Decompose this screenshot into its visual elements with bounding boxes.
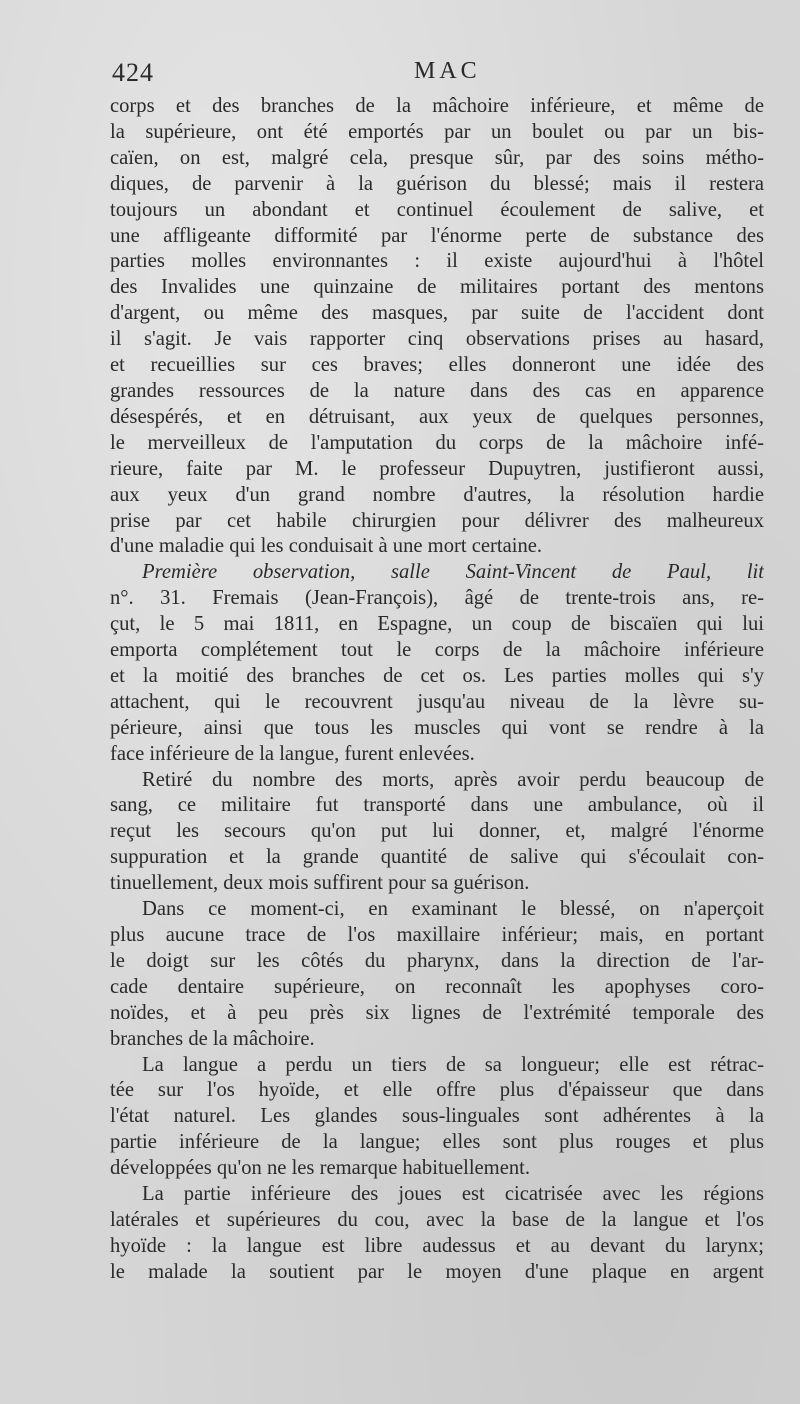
paragraph (110, 1053, 764, 1183)
text-line: çut, le 5 mai 1811, en Espagne, un coup de biscaïen qui lui (110, 613, 764, 636)
text-line: Retiré du nombre des morts, après avoir perdu beaucoup de (142, 768, 764, 791)
text-line: développées qu'on ne les remarque habituellement. (110, 1157, 531, 1180)
text-line: suppuration et la grande quantité de salive qui s'écoulait con- (110, 846, 764, 869)
paragraph (110, 1182, 764, 1286)
text-line: le doigt sur les côtés du pharynx, dans la direction de l'ar- (110, 949, 764, 972)
body-text (110, 94, 764, 1286)
text-line: branches de la mâchoire. (110, 1027, 315, 1050)
text-line: caïen, on est, malgré cela, presque sûr, par des soins métho- (110, 146, 764, 169)
text-line: partie inférieure de la langue; elles sont plus rouges et plus (110, 1131, 764, 1154)
text-line: l'état naturel. Les glandes sous-linguales sont adhérentes à la (110, 1105, 764, 1128)
text-line: désespérés, et en détruisant, aux yeux de quelques personnes, (110, 405, 764, 428)
text-line: et recueillies sur ces braves; elles donneront une idée des (110, 354, 764, 377)
running-head (112, 58, 760, 92)
running-title: MAC (414, 58, 481, 84)
text-line: plus aucune trace de l'os maxillaire inférieur; mais, en portant (110, 924, 764, 946)
text-line: d'une maladie qui les conduisait à une mort certaine. (110, 535, 543, 558)
text-line: tinuellement, deux mois suffirent pour sa guérison. (110, 872, 530, 895)
text-line: prise par cet habile chirurgien pour délivrer des malheureux (110, 509, 764, 532)
text-line: la supérieure, ont été emportés par un boulet ou par un bis- (110, 120, 764, 143)
text-line: hyoïde : la langue est libre audessus et au devant du larynx; (110, 1234, 764, 1257)
text-line: il s'agit. Je vais rapporter cinq observations prises au hasard, (110, 328, 764, 351)
text-line: reçut les secours qu'on put lui donner, et, malgré l'énorme (110, 820, 764, 843)
text-line: sang, ce militaire fut transporté dans une ambulance, où il (110, 794, 764, 817)
page-number: 424 (112, 58, 154, 87)
text-line: toujours un abondant et continuel écoulement de salive, et (110, 198, 764, 221)
text-line: rieure, faite par M. le professeur Dupuytren, justifieront aussi, (110, 457, 764, 480)
text-line: tée sur l'os hyoïde, et elle offre plus d'épaisseur que dans (110, 1079, 764, 1102)
text-line: attachent, qui le recouvrent jusqu'au niveau de la lèvre su- (110, 690, 764, 713)
text-line: n°. 31. Fremais (Jean-François), âgé de trente-trois ans, re- (110, 587, 764, 610)
text-line: cade dentaire supérieure, on reconnaît les apophyses coro- (110, 975, 764, 998)
text-line: diques, de parvenir à la guérison du blessé; mais il restera (110, 172, 764, 195)
text-line: périeure, ainsi que tous les muscles qui vont se rendre à la (110, 716, 764, 739)
paragraph (110, 768, 764, 898)
observation-heading: Première observation, salle Saint-Vincent de Paul, lit (142, 561, 764, 584)
text-line: le merveilleux de l'amputation du corps de la mâchoire infé- (110, 431, 764, 454)
text-line: aux yeux d'un grand nombre d'autres, la résolution hardie (110, 483, 764, 506)
text-line: parties molles environnantes : il existe aujourd'hui à l'hôtel (110, 250, 764, 273)
text-line: Dans ce moment-ci, en examinant le blessé, on n'aperçoit (142, 898, 764, 921)
text-line: d'argent, ou même des masques, par suite de l'accident dont (110, 302, 764, 325)
paragraph (110, 560, 764, 767)
text-line: des Invalides une quinzaine de militaires portant des mentons (110, 276, 764, 299)
paragraph (110, 897, 764, 1052)
text-line: emporta complétement tout le corps de la mâchoire inférieure (110, 639, 764, 662)
text-line: La partie inférieure des joues est cicatrisée avec les régions (142, 1183, 764, 1206)
paragraph (110, 94, 764, 560)
text-line: le malade la soutient par le moyen d'une plaque en argent (110, 1260, 764, 1283)
text-line: grandes ressources de la nature dans des cas en apparence (110, 379, 764, 402)
text-line: face inférieure de la langue, furent enlevées. (110, 742, 475, 765)
text-line: latérales et supérieures du cou, avec la base de la langue et l'os (110, 1208, 764, 1231)
text-line: corps et des branches de la mâchoire inférieure, et même de (110, 95, 764, 117)
text-line: La langue a perdu un tiers de sa longueur; elle est rétrac- (142, 1053, 764, 1076)
text-line: noïdes, et à peu près six lignes de l'extrémité temporale des (110, 1001, 764, 1024)
text-line: et la moitié des branches de cet os. Les parties molles qui s'y (110, 664, 764, 687)
text-line: une affligeante difformité par l'énorme perte de substance des (110, 224, 764, 247)
